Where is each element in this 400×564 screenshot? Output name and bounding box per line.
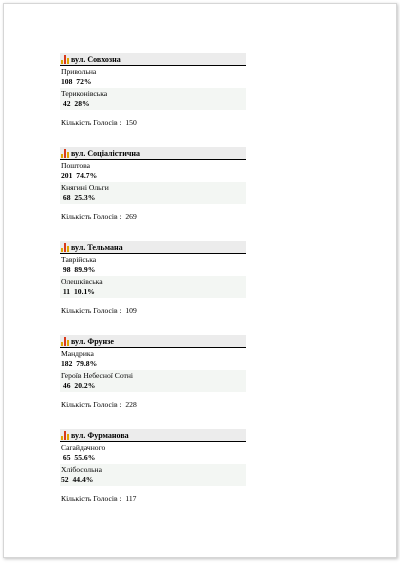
- option-name: Княгині Ольги: [61, 183, 109, 192]
- poll-block: [60, 335, 246, 409]
- total-label: Кількість Голосів :: [61, 118, 122, 127]
- option-votes: 68: [62, 192, 71, 202]
- poll-option: [60, 160, 246, 182]
- poll-block: [60, 241, 246, 315]
- vote-total: [60, 400, 246, 409]
- option-name: Таврійська: [61, 255, 97, 264]
- poll-option: [60, 348, 246, 370]
- option-votes: 201: [61, 170, 73, 180]
- vote-total: [60, 212, 246, 221]
- total-label: Кількість Голосів :: [61, 212, 122, 221]
- poll-block: [60, 429, 246, 503]
- option-votes: 98: [62, 264, 71, 274]
- total-value: 117: [125, 494, 137, 503]
- poll-option: [60, 88, 246, 110]
- option-percent: 20.2%: [74, 380, 96, 390]
- total-label: Кількість Голосів :: [61, 494, 122, 503]
- option-votes: 46: [62, 380, 71, 390]
- poll-header: [60, 241, 246, 254]
- option-votes: 52: [61, 474, 69, 484]
- option-result: [61, 193, 245, 203]
- poll-option: [60, 254, 246, 276]
- option-percent: 25.3%: [74, 192, 96, 202]
- option-result: [61, 171, 245, 181]
- document-page: [3, 3, 397, 558]
- poll-option: [60, 276, 246, 298]
- option-name: Привольна: [61, 67, 97, 76]
- option-name: Поштова: [61, 161, 90, 170]
- poll-title: вул. Фрунзе: [71, 336, 114, 346]
- total-value: 269: [125, 212, 137, 221]
- option-percent: 74.7%: [76, 170, 98, 180]
- vote-total: [60, 118, 246, 127]
- bar-chart-icon: [61, 148, 70, 158]
- poll-header: [60, 53, 246, 66]
- poll-title: вул. Тельмана: [71, 242, 123, 252]
- vote-total: [60, 306, 246, 315]
- poll-option: [60, 182, 246, 204]
- poll-option: [60, 66, 246, 88]
- option-votes: 182: [61, 358, 73, 368]
- option-result: [61, 265, 245, 275]
- total-value: 150: [125, 118, 137, 127]
- poll-option: [60, 370, 246, 392]
- option-name: Олешківська: [61, 277, 103, 286]
- poll-option: [60, 464, 246, 486]
- option-percent: 10.1%: [74, 286, 95, 296]
- total-label: Кількість Голосів :: [61, 306, 122, 315]
- poll-title: вул. Соціалістична: [71, 148, 140, 158]
- option-votes: 108: [61, 76, 73, 86]
- bar-chart-icon: [61, 430, 70, 440]
- option-result: [61, 77, 245, 87]
- option-votes: 11: [62, 286, 71, 296]
- option-percent: 79.8%: [76, 358, 98, 368]
- total-label: Кількість Голосів :: [61, 400, 122, 409]
- vote-total: [60, 494, 246, 503]
- option-result: [61, 475, 245, 485]
- option-votes: 65: [62, 452, 71, 462]
- option-percent: 55.6%: [74, 452, 96, 462]
- option-result: [61, 359, 245, 369]
- poll-title: вул. Совхозна: [71, 54, 121, 64]
- poll-block: [60, 53, 246, 127]
- bar-chart-icon: [61, 242, 70, 252]
- option-result: [61, 287, 245, 297]
- option-name: Мандрика: [61, 349, 94, 358]
- option-percent: 28%: [74, 98, 90, 108]
- poll-title: вул. Фурманова: [71, 430, 129, 440]
- option-percent: 44.4%: [72, 474, 94, 484]
- bar-chart-icon: [61, 54, 70, 64]
- poll-block: [60, 147, 246, 221]
- option-percent: 89.9%: [74, 264, 96, 274]
- bar-chart-icon: [61, 336, 70, 346]
- option-result: [61, 99, 245, 109]
- option-result: [61, 381, 245, 391]
- poll-header: [60, 335, 246, 348]
- option-name: Хлібосольна: [61, 465, 102, 474]
- option-result: [61, 453, 245, 463]
- poll-results: [60, 53, 246, 523]
- poll-header: [60, 429, 246, 442]
- poll-option: [60, 442, 246, 464]
- poll-header: [60, 147, 246, 160]
- total-value: 109: [125, 306, 137, 315]
- option-name: Сагайдачного: [61, 443, 106, 452]
- option-percent: 72%: [76, 76, 92, 86]
- total-value: 228: [125, 400, 137, 409]
- option-votes: 42: [62, 98, 71, 108]
- option-name: Териконівська: [61, 89, 108, 98]
- option-name: Героїв Небесної Сотні: [61, 371, 134, 380]
